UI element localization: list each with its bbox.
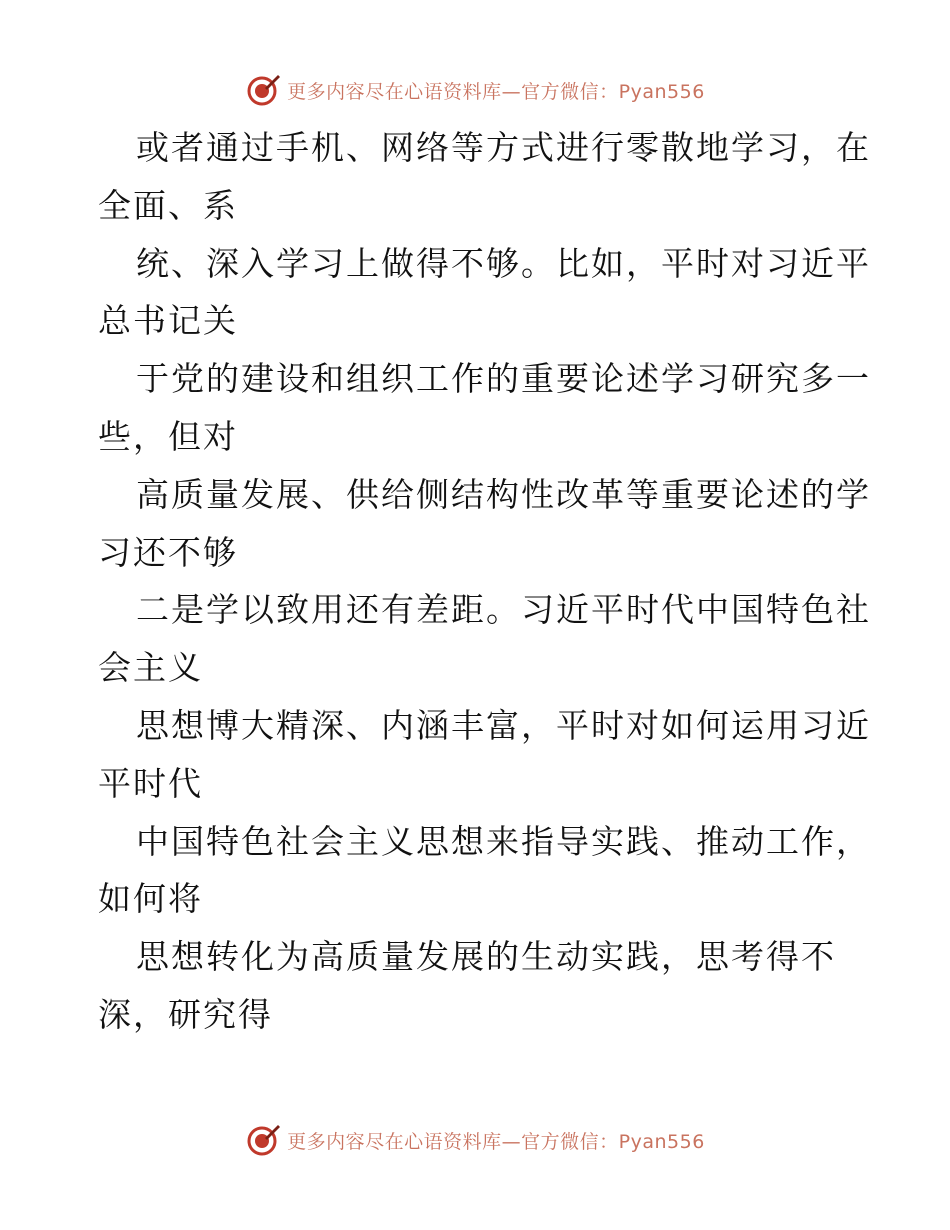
text-line: 高质量发展、供给侧结构性改革等重要论述的学 <box>136 474 871 514</box>
text-line: 些，但对 <box>98 416 238 456</box>
text-line: 统、深入学习上做得不够。比如，平时对习近平 <box>136 243 871 283</box>
text-line: 习还不够 <box>98 532 238 572</box>
text-line: 全面、系 <box>98 185 238 225</box>
watermark-text: 更多内容尽在心语资料库—官方微信：Pyan556 <box>287 1130 705 1153</box>
text-line: 总书记关 <box>98 301 238 341</box>
text-line: 深，研究得 <box>98 994 273 1034</box>
text-line: 平时代 <box>98 763 203 803</box>
text-line: 或者通过手机、网络等方式进行零散地学习，在 <box>136 128 871 167</box>
text-line: 中国特色社会主义思想来指导实践、推动工作， <box>136 821 871 861</box>
text-line: 二是学以致用还有差距。习近平时代中国特色社 <box>136 590 871 630</box>
text-line: 思想转化为高质量发展的生动实践，思考得不 <box>136 937 836 977</box>
text-line: 于党的建设和组织工作的重要论述学习研究多一 <box>136 359 871 399</box>
document-body <box>98 119 871 1044</box>
text-line: 如何将 <box>98 879 203 919</box>
header-watermark <box>0 70 950 110</box>
text-line: 会主义 <box>98 648 203 688</box>
footer-watermark <box>0 1120 950 1160</box>
watermark-text: 更多内容尽在心语资料库—官方微信：Pyan556 <box>287 80 705 103</box>
text-line: 思想博大精深、内涵丰富，平时对如何运用习近 <box>136 705 871 745</box>
pen-seal-logo-icon <box>245 72 281 108</box>
pen-seal-logo-icon <box>245 1122 281 1158</box>
